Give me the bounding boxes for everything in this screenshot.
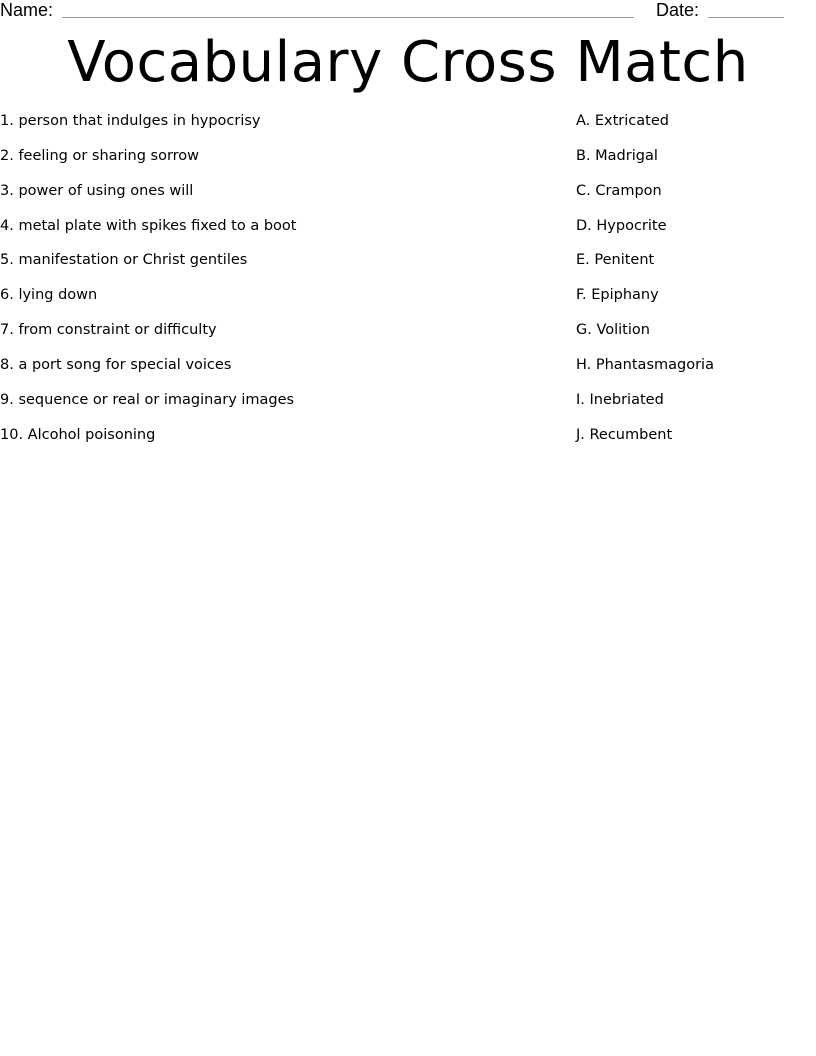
answer-item: J. Recumbent <box>576 426 673 443</box>
answer-item: G. Volition <box>576 322 650 339</box>
answer-item: H. Phantasmagoria <box>576 356 714 373</box>
clue-item: 6. lying down <box>0 287 98 304</box>
clue-item: 3. power of using ones will <box>0 182 194 199</box>
clue-list <box>0 111 560 459</box>
clue-item: 1. person that indulges in hypocrisy <box>0 113 261 129</box>
answer-item: I. Inebriated <box>576 391 664 408</box>
clue-item: 7. from constraint or difficulty <box>0 322 217 339</box>
answer-item: C. Crampon <box>576 182 662 199</box>
name-field-line[interactable] <box>62 17 634 18</box>
clue-item: 4. metal plate with spikes fixed to a boot <box>0 217 297 234</box>
answer-list <box>576 111 806 459</box>
page-title: Vocabulary Cross Match <box>67 30 749 95</box>
name-label: Name: <box>0 0 54 20</box>
clue-item: 10. Alcohol poisoning <box>0 426 156 443</box>
clue-item: 9. sequence or real or imaginary images <box>0 391 295 408</box>
answer-item: A. Extricated <box>576 113 669 129</box>
answer-item: D. Hypocrite <box>576 217 667 234</box>
answer-item: F. Epiphany <box>576 287 659 304</box>
clue-item: 5. manifestation or Christ gentiles <box>0 252 248 269</box>
date-label: Date: <box>656 0 700 20</box>
clue-item: 8. a port song for special voices <box>0 356 232 373</box>
header <box>0 0 816 24</box>
clue-item: 2. feeling or sharing sorrow <box>0 147 200 164</box>
answer-item: E. Penitent <box>576 252 655 269</box>
answer-item: B. Madrigal <box>576 147 658 164</box>
date-field-line[interactable] <box>708 17 784 18</box>
